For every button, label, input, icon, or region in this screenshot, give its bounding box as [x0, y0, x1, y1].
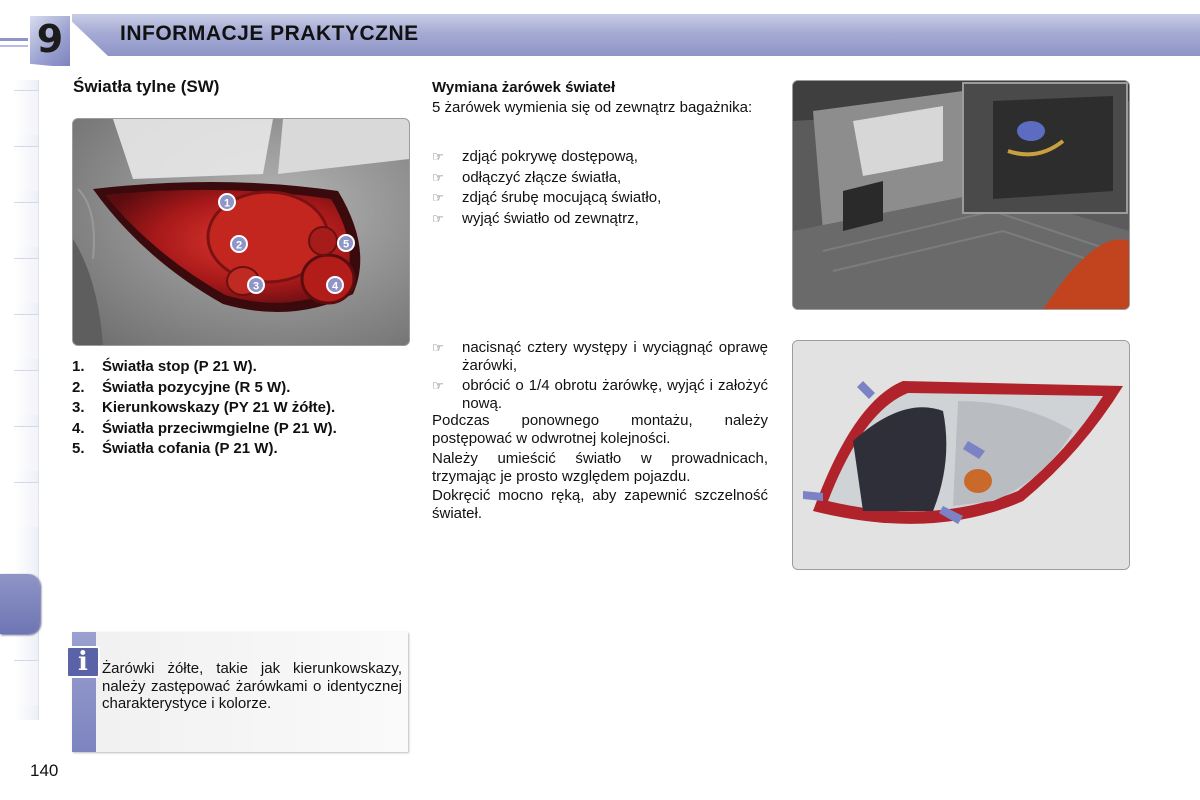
rear-lamp-illustration — [73, 119, 409, 345]
callout-4: 4 — [331, 280, 339, 293]
callout-5: 5 — [342, 238, 350, 251]
pointing-hand-icon: ☞ — [432, 210, 444, 226]
trunk-illustration — [793, 81, 1129, 309]
side-tab[interactable] — [14, 426, 39, 471]
side-tab[interactable] — [14, 202, 39, 247]
side-tab[interactable] — [14, 314, 39, 359]
callout-3: 3 — [252, 280, 260, 293]
lamp-back-photo — [792, 340, 1130, 570]
list-item: ☞ wyjąć światło od zewnątrz, — [432, 209, 639, 227]
side-tab[interactable] — [14, 258, 39, 303]
side-tab-strip — [0, 80, 42, 720]
pointing-hand-icon: ☞ — [432, 190, 444, 205]
list-item: 4. Światła przeciwmgielne (P 21 W). — [72, 419, 337, 437]
steps-list-b — [432, 339, 768, 415]
list-item: ☞ zdjąć pokrywę dostępową, — [432, 148, 638, 165]
callout-1: 1 — [223, 197, 231, 210]
lamp-back-illustration — [793, 341, 1129, 569]
rear-lamp-photo — [72, 118, 410, 346]
pointing-hand-icon: ☞ — [432, 378, 444, 393]
page-number: 140 — [30, 761, 59, 780]
list-item: ☞ obrócić o 1/4 obrotu żarówkę, wyjąć i założyć nową. — [432, 377, 768, 412]
side-tab[interactable] — [14, 370, 39, 415]
info-icon: i — [66, 646, 100, 678]
bulb-list — [72, 357, 337, 460]
paragraph-guides: Należy umieścić światło w prowadnicach, trzymając je prosto względem pojazdu. — [432, 450, 768, 485]
chapter-number: 9 — [36, 17, 64, 61]
trunk-photo — [792, 80, 1130, 310]
list-item: ☞ odłączyć złącze światła, — [432, 168, 622, 186]
info-text: Żarówki żółte, takie jak kierunkowskazy, należy zastępować żarówkami o identycznej charakterystyce i kolorze. — [102, 660, 402, 712]
pointing-hand-icon: ☞ — [432, 169, 444, 185]
side-tab[interactable] — [14, 660, 39, 705]
paragraph-tighten: Dokręcić mocno ręką, aby zapewnić szczelność świateł. — [432, 487, 768, 522]
list-item: ☞ zdjąć śrubę mocującą światło, — [432, 189, 662, 206]
list-item: ☞ nacisnąć cztery występy i wyciągnąć oprawę żarówki, — [432, 339, 768, 374]
side-tab[interactable] — [14, 146, 39, 191]
info-box — [72, 632, 408, 752]
steps-list-a — [432, 148, 768, 230]
side-tab[interactable] — [14, 482, 39, 527]
pointing-hand-icon: ☞ — [432, 149, 444, 164]
side-tab-active[interactable] — [0, 574, 40, 634]
callout-2: 2 — [235, 239, 243, 252]
paragraph-reassembly: Podczas ponownego montażu, należy postępować w odwrotnej kolejności. — [432, 412, 768, 447]
chapter-title: INFORMACJE PRAKTYCZNE — [120, 22, 419, 45]
list-item: 2. Światła pozycyjne (R 5 W). — [72, 378, 291, 396]
page-header — [0, 0, 1200, 62]
pointing-hand-icon: ☞ — [432, 340, 444, 355]
subsection-title: Wymiana żarówek świateł — [432, 79, 616, 96]
intro-text: 5 żarówek wymienia się od zewnątrz bagażnika: — [432, 99, 753, 116]
side-tab[interactable] — [14, 90, 39, 135]
list-item: 5. Światła cofania (P 21 W). — [72, 440, 278, 458]
list-item: 3. Kierunkowskazy (PY 21 W żółte). — [72, 399, 336, 417]
list-item: 1. Światła stop (P 21 W). — [72, 358, 257, 375]
section-title: Światła tylne (SW) — [73, 77, 220, 96]
